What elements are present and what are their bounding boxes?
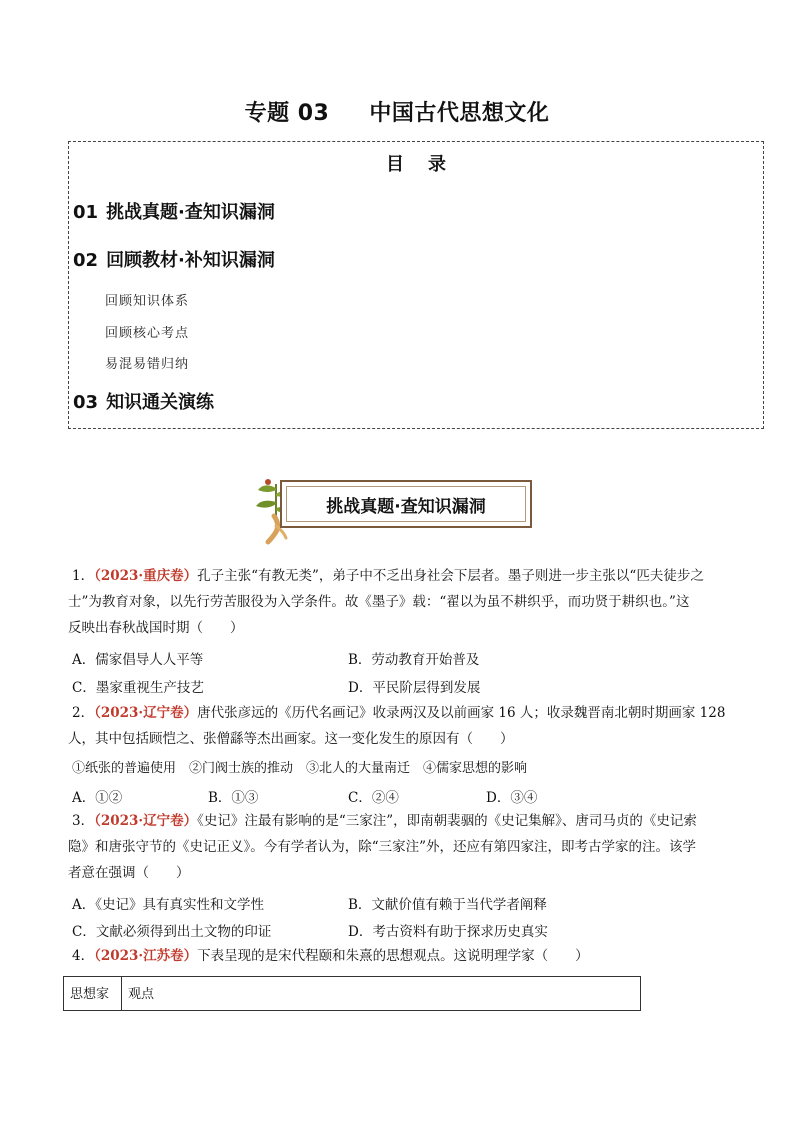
toc-section-01[interactable]: 01 挑战真题·查知识漏洞 bbox=[73, 202, 275, 223]
question-source: （2023·辽宁卷） bbox=[94, 705, 198, 721]
toc-section-02[interactable]: 02 回顾教材·补知识漏洞 bbox=[73, 250, 275, 271]
page-title bbox=[0, 96, 794, 127]
toc-section-03[interactable]: 03 知识通关演练 bbox=[73, 392, 215, 413]
toc-heading: 目 录 bbox=[386, 154, 446, 175]
question-source: （2023·辽宁卷） bbox=[94, 813, 198, 829]
q2-option-c[interactable]: C．②④ bbox=[348, 790, 399, 806]
table-row bbox=[64, 977, 641, 1011]
q3-option-b[interactable]: B．文献价值有赖于当代学者阐释 bbox=[348, 897, 547, 913]
q1-option-b[interactable]: B．劳动教育开始普及 bbox=[348, 652, 480, 668]
q2-option-b[interactable]: B．①③ bbox=[208, 790, 259, 806]
table-of-contents bbox=[68, 141, 764, 429]
toc-subitem-review-points[interactable]: 回顾核心考点 bbox=[105, 326, 190, 341]
question-source: （2023·重庆卷） bbox=[94, 568, 198, 584]
q1-option-c[interactable]: C．墨家重视生产技艺 bbox=[72, 680, 204, 696]
question-source: （2023·江苏卷） bbox=[94, 948, 198, 964]
toc-subitem-review-system[interactable]: 回顾知识体系 bbox=[105, 294, 190, 309]
q1-option-a[interactable]: A．儒家倡导人人平等 bbox=[72, 652, 204, 668]
section-banner bbox=[246, 476, 536, 538]
question-1: 1．（2023·重庆卷）孔子主张“有教无类”，弟子中不乏出身社会下层者。墨子则进一步主张以“匹夫徒步之 士”为教育对象，以先行劳苦服役为入学条件。故《墨子》载：“翟以为虽不耕织乎，而功贤于耕织也。”这 反映出春秋战国时期（ ） bbox=[68, 568, 704, 636]
banner-label: 挑战真题·查知识漏洞 bbox=[326, 496, 486, 517]
title-topic-number: 专题 03 bbox=[244, 101, 330, 126]
q3-option-a[interactable]: A．《史记》具有真实性和文学性 bbox=[72, 897, 264, 913]
question-4: 4．（2023·江苏卷）下表呈现的是宋代程颐和朱熹的思想观点。这说明理学家（ ） bbox=[72, 948, 589, 964]
thinkers-table bbox=[63, 976, 641, 1011]
q3-option-d[interactable]: D．考古资料有助于探求历史真实 bbox=[348, 924, 548, 940]
question-2: 2．（2023·辽宁卷）唐代张彦远的《历代名画记》收录两汉及以前画家 16 人；收录魏晋南北朝时期画家 128 人，其中包括顾恺之、张僧繇等杰出画家。这一变化发生的原因有（ ） bbox=[68, 705, 726, 747]
q3-option-c[interactable]: C．文献必须得到出土文物的印证 bbox=[72, 924, 272, 940]
q2-option-a[interactable]: A．①② bbox=[72, 790, 123, 806]
banner-frame bbox=[280, 480, 532, 528]
toc-subitem-confusions[interactable]: 易混易错归纳 bbox=[105, 357, 190, 372]
title-topic-name: 中国古代思想文化 bbox=[369, 101, 550, 126]
table-header-thinker: 思想家 bbox=[64, 977, 122, 1011]
q2-option-d[interactable]: D．③④ bbox=[486, 790, 538, 806]
q1-option-d[interactable]: D．平民阶层得到发展 bbox=[348, 680, 481, 696]
question-3: 3．（2023·辽宁卷）《史记》注最有影响的是“三家注”，即南朝裴骃的《史记集解》、唐司马贞的《史记索 隐》和唐张守节的《史记正义》。今有学者认为，除“三家注”外，还应有第四家注，即考古学家的注。该学 者意在强调（ ） bbox=[68, 813, 697, 881]
table-header-viewpoint: 观点 bbox=[122, 977, 641, 1011]
q2-statements: ①纸张的普遍使用 ②门阀士族的推动 ③北人的大量南迁 ④儒家思想的影响 bbox=[72, 761, 528, 776]
